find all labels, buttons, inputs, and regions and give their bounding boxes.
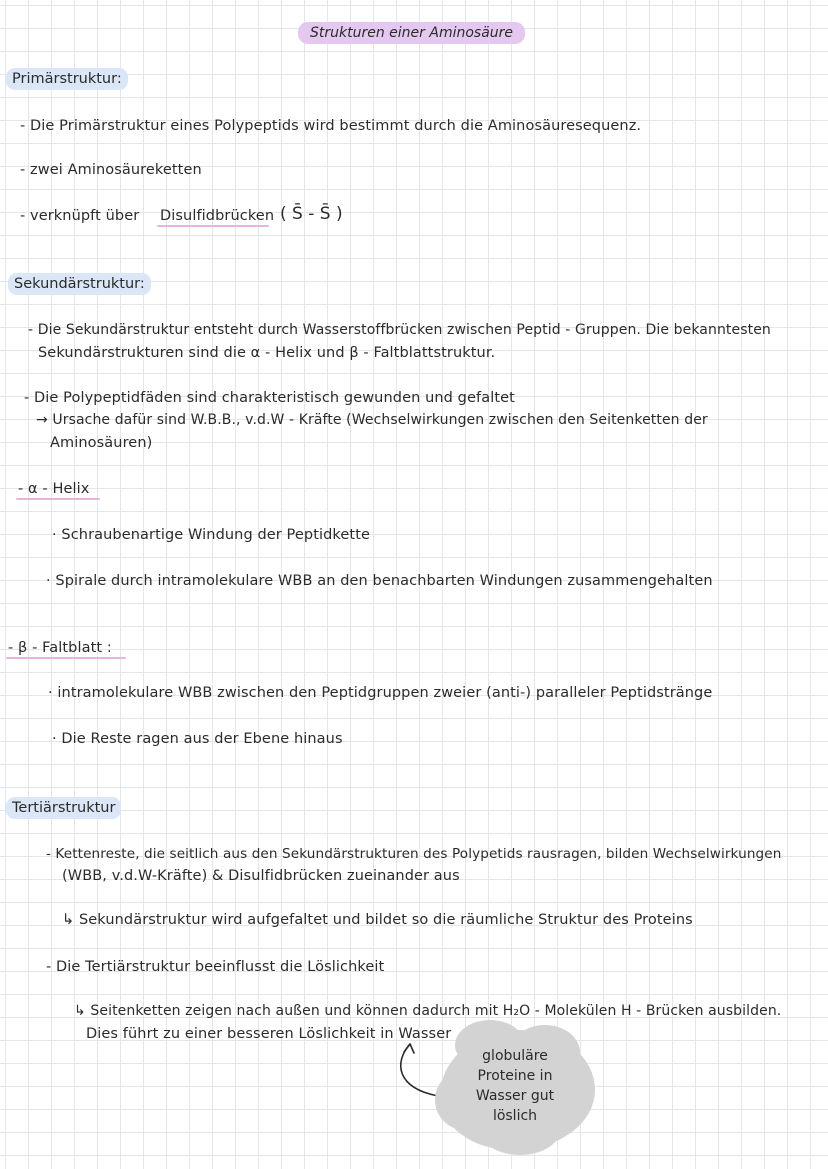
primaer-bullet-2: - zwei Aminosäureketten: [20, 162, 202, 178]
helix-bullet-2: · Spirale durch intramolekulare WBB an den benachbarten Windungen zusammengehalten: [46, 573, 713, 589]
tertiaer-para-1-arrow: ↳ Sekundärstruktur wird aufgefaltet und bildet so die räumliche Struktur des Proteins: [62, 912, 693, 928]
tertiaer-para-1-line-2: (WBB, v.d.W-Kräfte) & Disulfidbrücken zueinander aus: [62, 868, 460, 884]
sekundaer-para-2-line-3: Aminosäuren): [50, 435, 153, 451]
disulfid-underline: [157, 225, 269, 227]
page-title: Strukturen einer Aminosäure: [298, 22, 525, 44]
cloud-line: Wasser gut: [475, 1088, 555, 1104]
disulfid-term: Disulfidbrücken: [160, 208, 275, 224]
tertiaer-para-1-line-1: - Kettenreste, die seitlich aus den Sekundärstrukturen des Polypetids rausragen, bilden Wechselwirkungen: [46, 846, 782, 862]
heading-tertiaerstruktur: Tertiärstruktur: [6, 797, 121, 819]
helix-heading: - α - Helix: [18, 481, 90, 497]
tertiaer-para-2-arrow-line-1: ↳ Seitenketten zeigen nach außen und können dadurch mit H₂O - Molekülen H - Brücken ausbilden.: [74, 1003, 782, 1019]
sekundaer-para-1-line-2: Sekundärstrukturen sind die α - Helix und β - Faltblattstruktur.: [38, 345, 496, 361]
faltblatt-bullet-1: · intramolekulare WBB zwischen den Peptidgruppen zweier (anti-) paralleler Peptidstränge: [48, 685, 713, 701]
faltblatt-heading: - β - Faltblatt :: [8, 640, 112, 656]
heading-primaerstruktur: Primärstruktur:: [6, 68, 128, 90]
sekundaer-para-2-line-1: - Die Polypeptidfäden sind charakteristisch gewunden und gefaltet: [24, 390, 515, 406]
heading-sekundaerstruktur: Sekundärstruktur:: [8, 273, 151, 295]
faltblatt-bullet-2: · Die Reste ragen aus der Ebene hinaus: [52, 731, 343, 747]
primaer-bullet-1: - Die Primärstruktur eines Polypeptids wird bestimmt durch die Aminosäuresequenz.: [20, 118, 642, 134]
cloud-line: löslich: [492, 1108, 538, 1124]
cloud-line: globuläre: [482, 1048, 548, 1064]
tertiaer-para-2-arrow-line-2: Dies führt zu einer besseren Löslichkeit in Wasser: [86, 1026, 452, 1042]
primaer-bullet-3: - verknüpft über: [20, 208, 140, 224]
disulfid-formula: ( S̄ - S̄ ): [280, 204, 343, 224]
helix-underline: [16, 498, 100, 500]
faltblatt-underline: [6, 657, 126, 659]
cloud-text: [455, 1046, 575, 1126]
sekundaer-para-2-line-2: → Ursache dafür sind W.B.B., v.d.W - Kräfte (Wechselwirkungen zwischen den Seitenketten der: [36, 412, 708, 428]
cloud-line: Proteine in: [477, 1068, 553, 1084]
tertiaer-para-2: - Die Tertiärstruktur beeinflusst die Löslichkeit: [46, 959, 385, 975]
sekundaer-para-1-line-1: - Die Sekundärstruktur entsteht durch Wasserstoffbrücken zwischen Peptid - Gruppen. Die bekanntesten: [28, 322, 771, 338]
helix-bullet-1: · Schraubenartige Windung der Peptidkette: [52, 527, 371, 543]
